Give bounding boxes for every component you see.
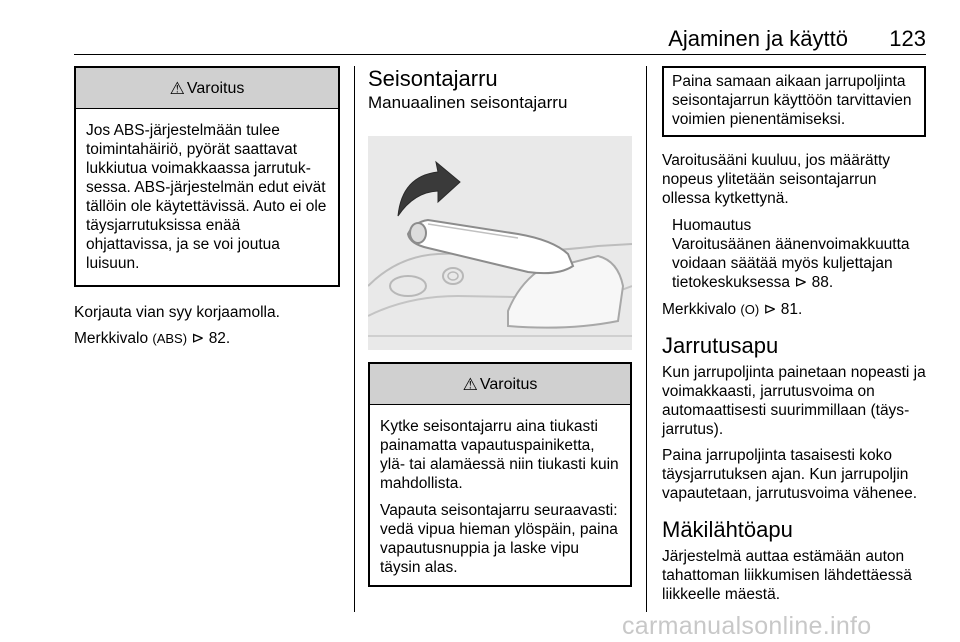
indicator-label: Merkkivalo [74,330,149,347]
note-block [672,216,926,292]
heading-hill-start-assist: Mäkilähtöapu [662,517,793,542]
warning-text-1: Kytke seisontajarru aina tiukasti painamatta vapautuspainiketta, ylä- tai alamäessä niin tiukasti kuin mahdollista. [380,418,619,492]
tip-box [662,66,926,137]
watermark: carmanualsonline.info [622,612,872,640]
brake-assist-text-1: Kun jarrupoljinta painetaan nopeasti ja voimakkaasti, jarrutusvoima on automaattisesti suurimmillaan (täysjarrutus). [662,364,926,438]
note-body: Varoitusäänen äänenvoimakkuutta voidaan säätää myös kuljettajan tietokeskuksessa [672,236,910,291]
parking-brake-illustration [368,136,632,350]
repair-text: Korjauta vian syy korjaamolla. [74,304,280,321]
hill-start-text: Järjestelmä auttaa estämään auton tahattoman liikkumisen lähdettäessä liikkeelle mäestä. [662,548,912,603]
brake-assist-text-2: Paina jarrupoljinta tasaisesti koko täysjarrutuksen ajan. Kun jarrupoljin vapautetaan, jarrutusvoima vähenee. [662,447,918,502]
brake-indicator-icon: (O) [740,302,760,317]
column-3 [662,66,926,604]
warning-triangle-icon: ⚠ [169,78,185,98]
column-1 [74,66,340,348]
column-2 [368,66,632,587]
page-ref-link[interactable]: 82. [208,330,231,347]
warning-triangle-icon: ⚠ [462,374,478,394]
note-title: Huomautus [672,217,752,234]
page-ref-arrow-icon: ⊳ [794,274,808,291]
heading-parking-brake: Seisontajarru [368,66,498,91]
indicator-reference [74,329,340,348]
warning-sound-text: Varoitusääni kuuluu, jos määrätty nopeus ylitetään seisontajarrun ollessa kytkettynä. [662,152,891,207]
heading-brake-assist: Jarrutusapu [662,333,779,358]
warning-body [76,109,338,285]
tip-text: Paina samaan aikaan jarrupoljinta seisontajarrun käyttöön tarvittavien voimien pienentämiseksi. [672,73,912,128]
page-ref-arrow-icon: ⊳ [191,330,205,347]
parking-brake-lever-illustration [368,136,632,350]
warning-body [370,405,630,585]
column-divider-1 [354,66,355,612]
warning-box-abs [74,66,340,287]
subheading-manual-parking-brake: Manuaalinen seisontajarru [368,93,568,112]
indicator-reference [662,300,926,319]
warning-title: Varoitus [186,79,245,97]
warning-box-parking-brake [368,362,632,587]
page-ref-link[interactable]: 81. [780,301,803,318]
page-ref-arrow-icon: ⊳ [763,301,777,318]
note-text [672,235,926,292]
page-ref-link[interactable]: 88. [811,274,834,291]
warning-text: Jos ABS-järjestelmään tulee toimintahäiriö, pyörät saattavat lukkiutua voimakkaassa jarrutuksessa. ABS-järjestelmän edut eivät tällöin ole käytettävissä. Auto ei ole täysjarrutuksissa enää ohjattavissa, ja se voi joutua luisuun. [86,122,327,272]
header-rule [74,54,926,55]
warning-text-2: Vapauta seisontajarru seuraavasti: vedä vipua hieman ylöspäin, paina vapautusnuppia ja laske vipu täysin alas. [380,502,618,576]
warning-header [370,364,630,405]
warning-header [76,68,338,109]
indicator-label: Merkkivalo [662,301,737,318]
section-title: Ajaminen ja käyttö [668,26,848,51]
abs-indicator-icon: (ABS) [152,331,188,346]
page-number: 123 [889,26,926,51]
column-divider-2 [646,66,647,612]
warning-title: Varoitus [479,375,538,393]
